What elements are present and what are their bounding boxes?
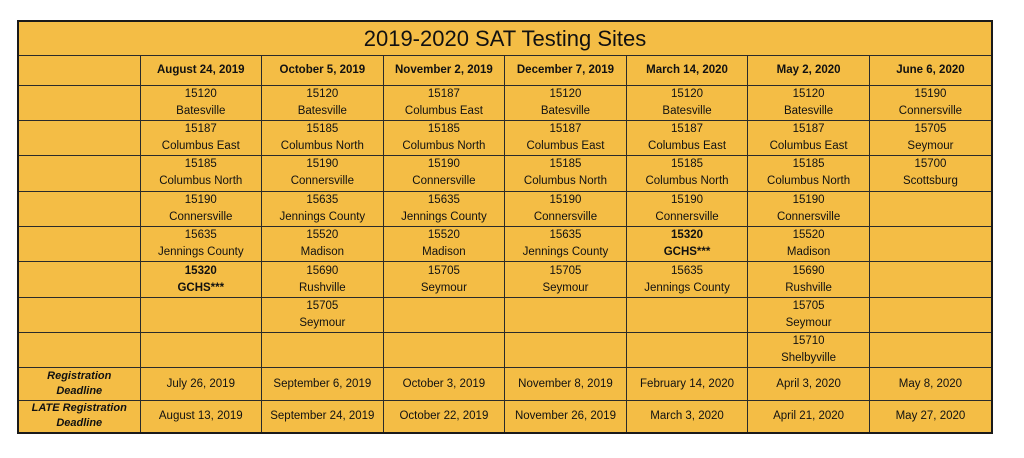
site-cell (869, 156, 991, 191)
site-cell (140, 85, 262, 120)
registration-deadline-label-line1: Registration (47, 370, 112, 383)
site-cell (383, 120, 505, 155)
site-code: 15700 (914, 158, 947, 171)
site-cell (383, 156, 505, 191)
site-name: Jennings County (644, 281, 730, 294)
site-cell (505, 156, 627, 191)
site-code: 15120 (184, 87, 217, 100)
row-label-cell (19, 297, 140, 332)
site-code: 15187 (671, 123, 704, 136)
site-cell (262, 85, 384, 120)
row-label-cell (19, 262, 140, 297)
site-cell (748, 156, 870, 191)
site-name: Columbus North (159, 175, 243, 188)
date-header-row (19, 56, 991, 85)
site-row (19, 226, 991, 261)
site-code: 15190 (792, 193, 825, 206)
site-cell (869, 191, 991, 226)
site-name: Batesville (297, 104, 347, 117)
site-cell (626, 297, 748, 332)
registration-deadline-label-line2: Deadline (56, 385, 103, 398)
site-cell (140, 191, 262, 226)
late-registration-deadline-label (19, 400, 140, 432)
site-name: Columbus North (402, 140, 486, 153)
site-cell (383, 333, 505, 368)
registration-deadline-date-cell: April 3, 2020 (748, 368, 870, 400)
site-name: Columbus North (645, 175, 729, 188)
site-name: Seymour (420, 281, 467, 294)
site-name: Connersville (169, 210, 233, 223)
site-cell (262, 333, 384, 368)
site-code: 15185 (549, 158, 582, 171)
site-cell (140, 333, 262, 368)
site-code: 15320 (671, 229, 704, 242)
site-cell (140, 156, 262, 191)
row-label-cell (19, 333, 140, 368)
site-name: Jennings County (401, 210, 487, 223)
site-code: 15187 (184, 123, 217, 136)
site-cell (140, 120, 262, 155)
sat-sites-table-frame (17, 20, 993, 434)
site-code: 15120 (549, 87, 582, 100)
row-label-cell (19, 191, 140, 226)
site-cell (869, 333, 991, 368)
site-code: 15120 (792, 87, 825, 100)
date-header-cell: December 7, 2019 (505, 56, 627, 85)
site-row (19, 333, 991, 368)
site-name: Columbus East (769, 140, 848, 153)
date-header-cell: March 14, 2020 (626, 56, 748, 85)
site-name: Columbus North (280, 140, 364, 153)
site-name: Madison (786, 246, 831, 259)
late-registration-deadline-date-cell: April 21, 2020 (748, 400, 870, 432)
site-code: 15190 (306, 158, 339, 171)
site-name: Seymour (907, 140, 954, 153)
late-registration-deadline-label-line2: Deadline (56, 417, 103, 430)
site-cell (383, 297, 505, 332)
site-cell (748, 333, 870, 368)
site-name: Rushville (785, 281, 832, 294)
site-cell (869, 85, 991, 120)
site-cell (262, 191, 384, 226)
site-row (19, 297, 991, 332)
site-name: Columbus East (404, 104, 483, 117)
late-registration-deadline-row (19, 400, 991, 432)
site-code: 15185 (427, 123, 460, 136)
site-code: 15690 (792, 264, 825, 277)
site-code: 15635 (184, 229, 217, 242)
site-cell (262, 156, 384, 191)
site-name: GCHS*** (177, 281, 225, 294)
site-cell (626, 120, 748, 155)
site-code: 15185 (306, 123, 339, 136)
site-cell (262, 262, 384, 297)
late-registration-deadline-date-cell: August 13, 2019 (140, 400, 262, 432)
site-cell (383, 226, 505, 261)
site-code: 15710 (792, 335, 825, 348)
site-code: 15190 (184, 193, 217, 206)
late-registration-deadline-label-line1: LATE Registration (31, 402, 127, 415)
site-name: Jennings County (157, 246, 244, 259)
site-name: Batesville (176, 104, 226, 117)
site-row (19, 262, 991, 297)
site-cell (140, 226, 262, 261)
row-label-cell (19, 85, 140, 120)
title-row (19, 22, 991, 56)
site-name: Columbus North (767, 175, 851, 188)
site-cell (869, 262, 991, 297)
registration-deadline-date-cell: May 8, 2020 (869, 368, 991, 400)
site-code: 15190 (914, 87, 947, 100)
site-name: GCHS*** (663, 246, 711, 259)
site-name: Madison (422, 246, 466, 259)
site-cell (626, 333, 748, 368)
site-name: Seymour (542, 281, 589, 294)
site-code: 15705 (792, 299, 825, 312)
date-header-cell: August 24, 2019 (140, 56, 262, 85)
site-code: 15190 (549, 193, 582, 206)
site-code: 15520 (792, 229, 825, 242)
site-row (19, 120, 991, 155)
site-name: Batesville (540, 104, 591, 117)
site-row (19, 85, 991, 120)
site-name: Jennings County (522, 246, 609, 259)
site-cell (626, 191, 748, 226)
late-registration-deadline-date-cell: November 26, 2019 (505, 400, 627, 432)
site-cell (505, 191, 627, 226)
site-name: Columbus East (526, 140, 605, 153)
site-code: 15520 (427, 229, 460, 242)
site-name: Columbus East (161, 140, 240, 153)
table-body (19, 22, 991, 432)
site-name: Connersville (655, 210, 719, 223)
site-name: Connersville (290, 175, 354, 188)
registration-deadline-date-cell: February 14, 2020 (626, 368, 748, 400)
site-code: 15705 (306, 299, 339, 312)
site-code: 15185 (184, 158, 217, 171)
site-cell (869, 120, 991, 155)
site-code: 15185 (792, 158, 825, 171)
row-label-cell (19, 156, 140, 191)
row-label-cell (19, 120, 140, 155)
site-name: Seymour (299, 316, 346, 329)
site-code: 15635 (427, 193, 460, 206)
site-cell (748, 262, 870, 297)
site-name: Batesville (662, 104, 712, 117)
site-code: 15635 (671, 264, 704, 277)
site-cell (626, 156, 748, 191)
site-code: 15187 (792, 123, 825, 136)
site-code: 15705 (914, 123, 947, 136)
site-cell (140, 297, 262, 332)
site-cell (869, 297, 991, 332)
site-name: Connersville (776, 210, 841, 223)
site-code: 15120 (306, 87, 339, 100)
site-name: Connersville (412, 175, 476, 188)
date-header-cell: November 2, 2019 (383, 56, 505, 85)
site-code: 15187 (549, 123, 582, 136)
site-cell (383, 191, 505, 226)
site-name: Batesville (783, 104, 834, 117)
site-cell (748, 120, 870, 155)
registration-deadline-date-cell: November 8, 2019 (505, 368, 627, 400)
site-cell (505, 226, 627, 261)
date-header-cell: October 5, 2019 (262, 56, 384, 85)
site-code: 15190 (427, 158, 460, 171)
site-name: Seymour (785, 316, 832, 329)
site-cell (748, 191, 870, 226)
site-cell (262, 120, 384, 155)
registration-deadline-date-cell: July 26, 2019 (140, 368, 262, 400)
site-cell (505, 262, 627, 297)
site-cell (869, 226, 991, 261)
site-code: 15705 (427, 264, 460, 277)
site-code: 15187 (427, 87, 460, 100)
site-cell (626, 226, 748, 261)
late-registration-deadline-date-cell: March 3, 2020 (626, 400, 748, 432)
site-name: Columbus East (648, 140, 727, 153)
site-row (19, 191, 991, 226)
site-name: Rushville (299, 281, 346, 294)
site-name: Connersville (898, 104, 963, 117)
date-header-cell: June 6, 2020 (869, 56, 991, 85)
site-row (19, 156, 991, 191)
registration-deadline-date-cell: October 3, 2019 (383, 368, 505, 400)
site-code: 15120 (671, 87, 704, 100)
site-code: 15635 (549, 229, 582, 242)
site-cell (140, 262, 262, 297)
registration-deadline-date-cell: September 6, 2019 (262, 368, 384, 400)
late-registration-deadline-date-cell: October 22, 2019 (383, 400, 505, 432)
site-cell (262, 297, 384, 332)
site-name: Scottsburg (902, 175, 958, 188)
site-code: 15635 (306, 193, 339, 206)
sat-sites-table (19, 22, 991, 432)
site-cell (505, 85, 627, 120)
site-cell (383, 262, 505, 297)
site-cell (626, 85, 748, 120)
date-header-cell: May 2, 2020 (748, 56, 870, 85)
site-cell (262, 226, 384, 261)
registration-deadline-label (19, 368, 140, 400)
header-corner-cell (19, 56, 140, 85)
site-code: 15520 (306, 229, 339, 242)
site-code: 15690 (306, 264, 339, 277)
site-cell (626, 262, 748, 297)
site-cell (505, 120, 627, 155)
site-name: Columbus North (523, 175, 608, 188)
late-registration-deadline-date-cell: May 27, 2020 (869, 400, 991, 432)
site-name: Madison (300, 246, 345, 259)
site-code: 15705 (549, 264, 582, 277)
site-cell (383, 85, 505, 120)
site-cell (748, 297, 870, 332)
site-name: Connersville (533, 210, 598, 223)
site-cell (748, 226, 870, 261)
site-cell (748, 85, 870, 120)
row-label-cell (19, 226, 140, 261)
site-code: 15320 (184, 264, 217, 277)
site-cell (505, 333, 627, 368)
table-title: 2019-2020 SAT Testing Sites (19, 22, 991, 56)
site-cell (505, 297, 627, 332)
site-code: 15185 (671, 158, 704, 171)
site-name: Jennings County (279, 210, 366, 223)
registration-deadline-row (19, 368, 991, 400)
site-name: Shelbyville (781, 352, 837, 365)
late-registration-deadline-date-cell: September 24, 2019 (262, 400, 384, 432)
site-code: 15190 (671, 193, 704, 206)
